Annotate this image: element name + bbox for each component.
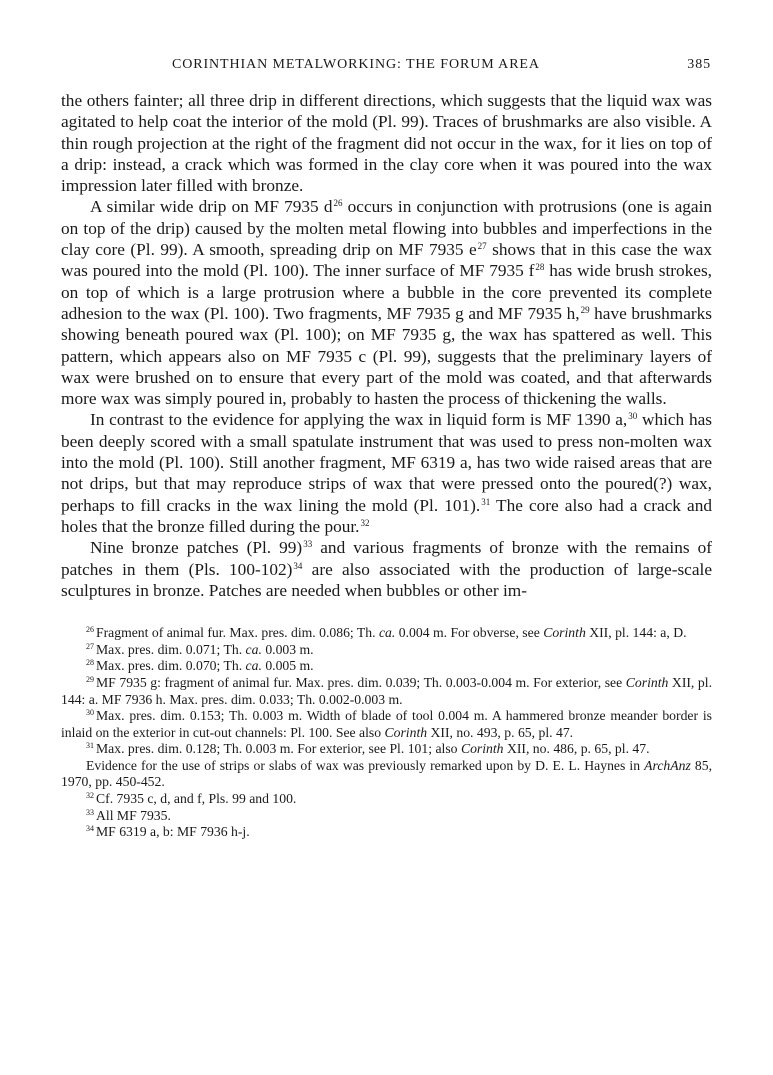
footnote-ref-28[interactable]: 28 (535, 262, 545, 273)
footnote-30: $^{30}$ Max. pres. dim. 0.153; Th. 0.003 m. Width of blade of tool 0.004 m. A hammered bronze meander border is inlaid on the exterior in cut-out channels: Pl. 100. See also Corinth XII, no. 493, p. 65, pl. 47. (61, 708, 712, 740)
main-text (61, 90, 712, 601)
footnote-ref-26[interactable]: 26 (333, 198, 343, 209)
footnote-31-continuation: Evidence for the use of strips or slabs of wax was previously remarked upon by D. E. L. Haynes in ArchAnz 85, 1970, pp. 450-452. (61, 757, 712, 790)
paragraph-3: In contrast to the evidence for applying the wax in liquid form is MF 1390 a,$^{30}$ which has been deeply scored with a small spatulate instrument that was used to press non-molten wax into the mold (Pl. 100). Still another fragment, MF 6319 a, has two wide raised areas that are not drips, but that may reproduce strips of wax that were pressed onto the poured(?) wax, perhaps to fill cracks in the wax lining the mold (Pl. 101).$^{31}$ The core also had a crack and holes that the bronze filled during the pour.$^{32}$ (61, 410, 712, 536)
footnote-ref-27[interactable]: 27 (477, 241, 487, 252)
footnote-ref-34[interactable]: 34 (293, 560, 303, 571)
footnote-27: $^{27}$ Max. pres. dim. 0.071; Th. ca. 0.003 m. (86, 641, 314, 657)
footnote-29: $^{29}$ MF 7935 g: fragment of animal fur. Max. pres. dim. 0.039; Th. 0.003-0.004 m. For exterior, see Corinth XII, pl. 144: a. MF 7936 h. Max. pres. dim. 0.033; Th. 0.002-0.003 m. (61, 674, 712, 707)
footnote-32: $^{32}$ Cf. 7935 c, d, and f, Pls. 99 and 100. (86, 791, 297, 807)
footnote-33: $^{33}$ All MF 7935. (86, 807, 171, 823)
paragraph-2: A similar wide drip on MF 7935 $d^{26}$ occurs in conjunction with protrusions (one is again on top of the drip) caused by the molten metal flowing into bubbles and imperfections in the clay core (Pl. 99). A smooth, spreading drip on MF 7935 $e^{27}$ shows that in this case the wax was poured into the mold (Pl. 100). The inner surface of MF 7935 $f^{28}$ has wide brush strokes, on top of which is a large protrusion where a bubble in the core prevented its complete adhesion to the wax (Pl. 100). Two fragments, MF 7935 g and MF 7935 h,$^{29}$ have brushmarks showing beneath poured wax (Pl. 100); on MF 7935 g, the wax has spattered as well. This pattern, which appears also on MF 7935 c (Pl. 99), suggests that the preliminary layers of wax were brushed on to ensure that every part of the mold was coated, and that afterwards more wax was simply poured in, probably to hasten the process of thickening the walls. (61, 197, 713, 409)
footnote-ref-31[interactable]: 31 (481, 496, 491, 507)
footnote-ref-29[interactable]: 29 (580, 304, 590, 315)
running-header (61, 51, 712, 81)
paragraph-4: Nine bronze patches (Pl. 99)$^{33}$ and various fragments of bronze with the remains of patches in them (Pls. 100-102)$^{34}$ are also associated with the production of large-scale sculptures in bronze. Patches are needed when bubbles or other im- (61, 538, 713, 600)
page-number: 385 (687, 57, 711, 72)
footnote-28: $^{28}$ Max. pres. dim. 0.070; Th. ca. 0.005 m. (86, 658, 314, 674)
footnote-34: $^{34}$ MF 6319 a, b: MF 7936 h-j. (86, 824, 250, 840)
footnotes (61, 625, 712, 841)
footnote-26: $^{26}$ Fragment of animal fur. Max. pres. dim. 0.086; Th. ca. 0.004 m. For obverse, see Corinth XII, pl. 144: a, D. (86, 625, 687, 641)
footnote-ref-33[interactable]: 33 (303, 539, 313, 550)
paragraph-1: the others fainter; all three drip in different directions, which suggests that the liquid wax was agitated to help coat the interior of the mold (Pl. 99). Traces of brushmarks are also visible. A thin rough projection at the right of the fragment did not occur in the wax, for it lies on top of a drip: instead, a crack which was formed in the clay core when it was poured into the wax impression later filled with bronze. (61, 91, 712, 196)
footnote-ref-32[interactable]: 32 (360, 517, 370, 528)
running-title: CORINTHIAN METALWORKING: THE FORUM AREA (172, 57, 540, 72)
footnote-31: $^{31}$ Max. pres. dim. 0.128; Th. 0.003 m. For exterior, see Pl. 101; also Corinth XII, no. 486, p. 65, pl. 47. (86, 741, 650, 757)
footnote-ref-30[interactable]: 30 (628, 411, 638, 422)
book-page (0, 51, 773, 1075)
